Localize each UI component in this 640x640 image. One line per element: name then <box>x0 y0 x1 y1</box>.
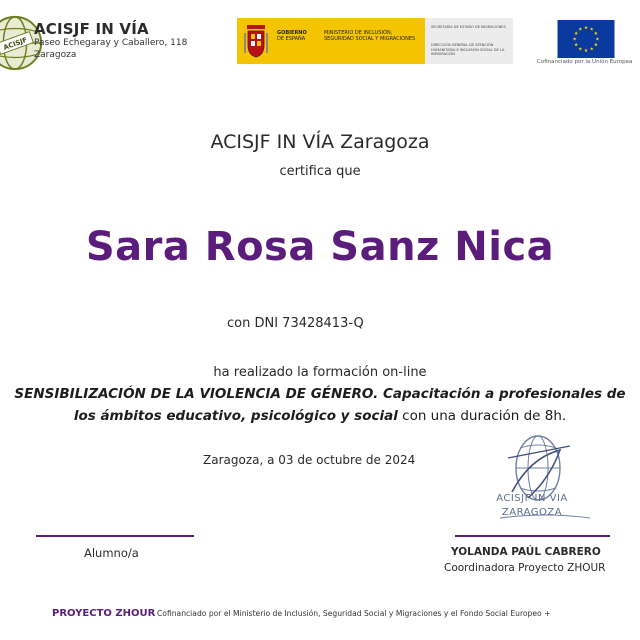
spain-coat-of-arms-icon <box>243 23 269 59</box>
directorate-label: DIRECCIÓN GENERAL DE ATENCIÓN HUMANITARIA E INCLUSIÓN SOCIAL DE LA INMIGRACIÓN <box>431 43 505 56</box>
organization-address-line2: Zaragoza <box>34 50 77 60</box>
stamp-city: ZARAGOZA <box>501 507 563 518</box>
certifies-text: certifica que <box>279 164 361 179</box>
ministry-label: MINISTERIO DE INCLUSIÓN, SEGURIDAD SOCIAL Y MIGRACIONES <box>324 30 416 42</box>
secretariat-label: SECRETARÍA DE ESTADO DE MIGRACIONES <box>431 25 506 29</box>
recipient-dni: con DNI 73428413-Q <box>227 316 364 331</box>
course-scope: los ámbitos educativo, psicológico y social <box>73 408 398 424</box>
student-signature-line <box>36 535 194 537</box>
coordinator-name: YOLANDA PAÚL CABRERO <box>451 546 601 558</box>
government-ministry-logo <box>237 18 425 64</box>
secretariat-logo-panel <box>425 18 513 64</box>
footer-project-name: PROYECTO ZHOUR <box>52 608 156 619</box>
formation-statement: ha realizado la formación on-line <box>213 365 427 380</box>
issuer-heading: ACISJF IN VÍA Zaragoza <box>210 131 430 153</box>
eu-flag-icon <box>557 20 615 58</box>
course-title-line2 <box>0 408 640 424</box>
course-title-line1: SENSIBILIZACIÓN DE LA VIOLENCIA DE GÉNERO. Capacitación a profesionales de <box>14 386 626 402</box>
coordinator-signature-line <box>455 535 610 537</box>
recipient-name: Sara Rosa Sanz Nica <box>85 224 555 270</box>
logo-text: ACISJF <box>2 35 29 52</box>
organization-address-line1: Paseo Echegaray y Caballero, 118 <box>34 38 188 48</box>
coordinator-role: Coordinadora Proyecto ZHOUR <box>444 562 606 574</box>
place-and-date: Zaragoza, a 03 de octubre de 2024 <box>203 453 416 467</box>
student-label: Alumno/a <box>84 546 139 560</box>
organization-name: ACISJF IN VÍA <box>34 20 149 38</box>
course-duration: con una duración de 8h. <box>397 408 567 424</box>
gov-label-line2: DE ESPAÑA <box>277 36 306 42</box>
eu-cofinancing-caption: Cofinanciado por la Unión Europea <box>537 59 633 65</box>
gov-label-line1: GOBIERNO <box>277 30 307 36</box>
stamp-name: ACISJF IN VIA <box>496 493 568 504</box>
footer-cofinancing-text: Cofinanciado por el Ministerio de Inclusión, Seguridad Social y Migraciones y el Fondo Social Europeo + <box>157 609 551 618</box>
